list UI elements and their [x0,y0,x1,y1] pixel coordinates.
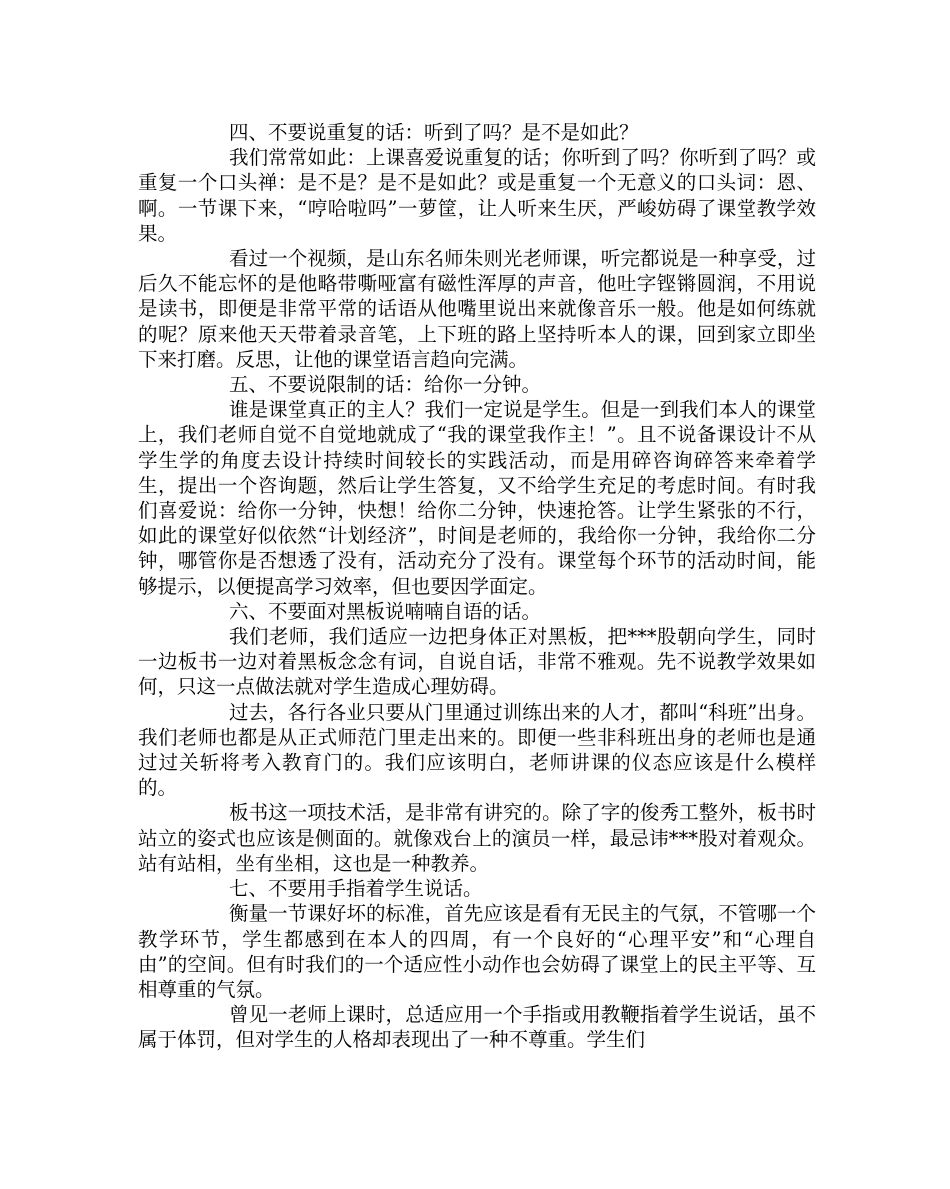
body-paragraph: 谁是课堂真正的主人？我们一定说是学生。但是一到我们本人的课堂上，我们老师自觉不自觉地就成了“我的课堂我作主！”。且不说备课设计不从学生学的角度去设计持续时间较长的实践活动，而是用碎咨询碎答来牵着学生，提出一个咨询题，然后让学生答复，又不给学生充足的考虑时间。有时我们喜爱说：给你一分钟，快想！给你二分钟，快速抢答。让学生紧张的不行，如此的课堂好似依然“计划经济”，时间是老师的，我给你一分钟，我给你二分钟，哪管你是否想透了没有，活动充分了没有。课堂每个环节的活动时间，能够提示，以便提高学习效率，但也要因学面定。 [138,398,816,598]
body-paragraph: 看过一个视频，是山东名师朱则光老师课，听完都说是一种享受，过后久不能忘怀的是他略带嘶哑富有磁性浑厚的声音，他吐字铿锵圆润，不用说是读书，即便是非常平常的话语从他嘴里说出来就像音乐一般。他是如何练就的呢？原来他天天带着录音笔，上下班的路上坚持听本人的课，回到家立即坐下来打磨。反思，让他的课堂语言趋向完满。 [138,247,816,371]
heading-point-six: 六、不要面对黑板说喃喃自语的话。 [229,599,542,623]
heading-point-five: 五、不要说限制的话：给你一分钟。 [229,373,542,397]
document-page [138,120,816,1053]
heading-point-four: 四、不要说重复的话：听到了吗？是不是如此？ [229,121,639,144]
body-paragraph: 曾见一老师上课时，总适应用一个手指或用教鞭指着学生说话，虽不属于体罚，但对学生的人格却表现出了一种不尊重。学生们 [138,1003,816,1052]
heading-point-seven: 七、不要用手指着学生说话。 [229,877,483,901]
body-paragraph: 我们常常如此：上课喜爱说重复的话；你听到了吗？你听到了吗？或重复一个口头禅：是不是？是不是如此？或是重复一个无意义的口头词：恩、啊。一节课下来，“哼哈啦吗”一萝筐，让人听来生厌，严峻妨碍了课堂教学效果。 [138,146,816,245]
body-paragraph: 板书这一项技术活，是非常有讲究的。除了字的俊秀工整外，板书时站立的姿式也应该是侧面的。就像戏台上的演员一样，最忌讳***股对着观众。站有站相，坐有坐相，这也是一种教养。 [138,801,816,875]
body-paragraph: 衡量一节课好坏的标准，首先应该是看有无民主的气氛，不管哪一个教学环节，学生都感到在本人的四周，有一个良好的“心理平安”和“心理自由”的空间。但有时我们的一个适应性小动作也会妨碍了课堂上的民主平等、互相尊重的气氛。 [138,902,816,1001]
body-paragraph: 过去，各行各业只要从门里通过训练出来的人才，都叫“科班”出身。我们老师也都是从正式师范门里走出来的。即便一些非科班出身的老师也是通过过关斩将考入教育门的。我们应该明白，老师讲课的仪态应该是什么模样的。 [138,700,816,800]
body-paragraph: 我们老师，我们适应一边把身体正对黑板，把***股朝向学生，同时一边板书一边对着黑板念念有词，自说自话，非常不雅观。先不说教学效果如何，只这一点做法就对学生造成心理妨碍。 [138,625,816,699]
